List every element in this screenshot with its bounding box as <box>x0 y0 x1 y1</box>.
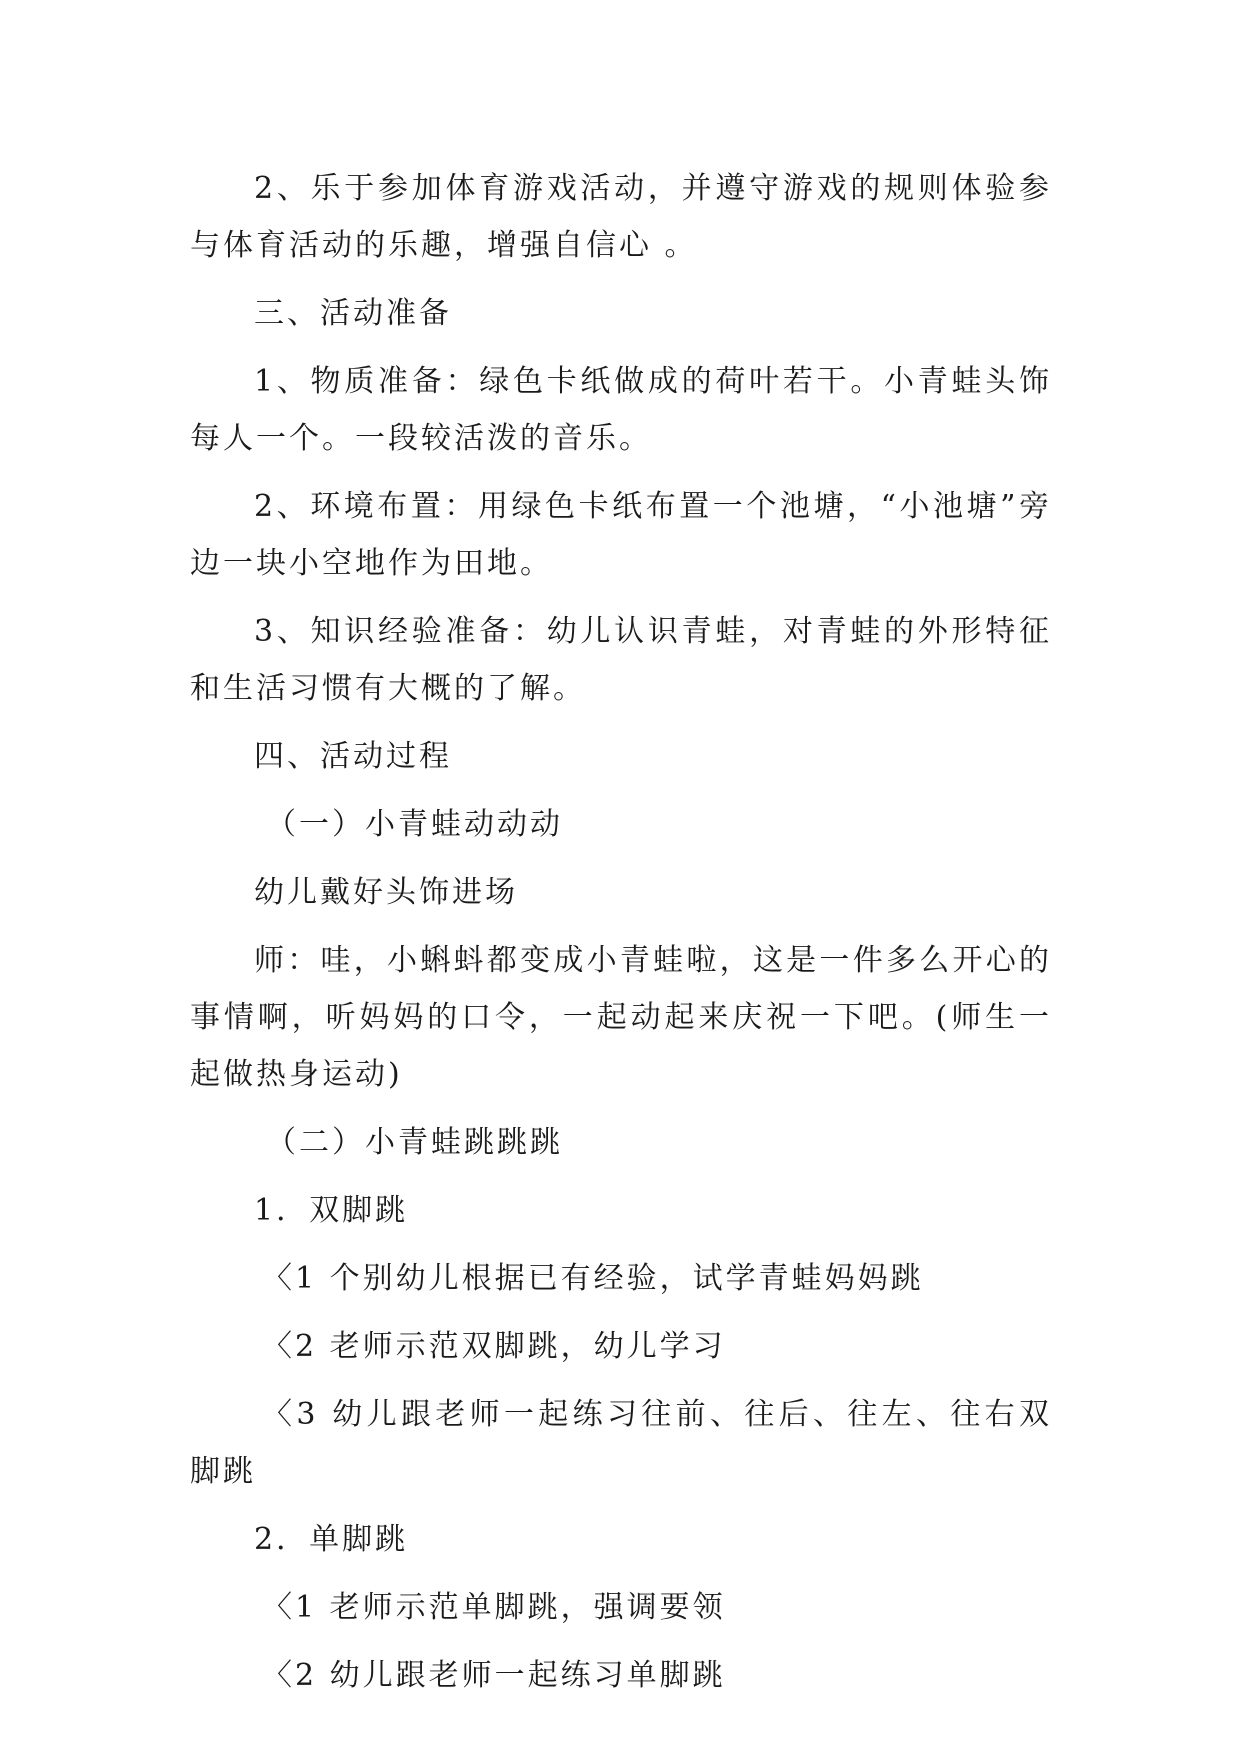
paragraph-material-preparation: 1、物质准备：绿色卡纸做成的荷叶若干。小青蛙头饰每人一个。一段较活泼的音乐。 <box>190 364 1052 456</box>
paragraph-goal-2: 2、乐于参加体育游戏活动，并遵守游戏的规则体验参与体育活动的乐趣，增强自信心 。 <box>190 171 1052 263</box>
subheading-section-2: （二）小青蛙跳跳跳 <box>266 1125 563 1160</box>
heading-activity-process: 四、活动过程 <box>254 739 452 774</box>
list-item: 〈3 幼儿跟老师一起练习往前、往后、往左、往右双脚跳 <box>190 1397 1052 1489</box>
paragraph-environment-setup: 2、环境布置：用绿色卡纸布置一个池塘，“小池塘”旁边一块小空地作为田地。 <box>190 489 1052 581</box>
item-single-foot-jump: 2．单脚跳 <box>254 1522 409 1557</box>
paragraph-knowledge-preparation: 3、知识经验准备：幼儿认识青蛙，对青蛙的外形特征和生活习惯有大概的了解。 <box>190 614 1052 706</box>
list-item: 〈2 老师示范双脚跳，幼儿学习 <box>262 1329 726 1364</box>
list-item: 〈1 个别幼儿根据已有经验，试学青蛙妈妈跳 <box>262 1261 924 1296</box>
paragraph-enter-with-headwear: 幼儿戴好头饰进场 <box>254 875 518 910</box>
document-body <box>190 160 1052 1715</box>
heading-activity-preparation: 三、活动准备 <box>254 296 452 331</box>
item-double-foot-jump: 1．双脚跳 <box>254 1193 409 1228</box>
subheading-section-1: （一）小青蛙动动动 <box>266 807 563 842</box>
paragraph-teacher-warmup: 师：哇，小蝌蚪都变成小青蛙啦，这是一件多么开心的事情啊，听妈妈的口令，一起动起来庆祝一下吧。(师生一起做热身运动) <box>190 943 1052 1092</box>
list-item: 〈2 幼儿跟老师一起练习单脚跳 <box>262 1658 726 1693</box>
list-item: 〈1 老师示范单脚跳，强调要领 <box>262 1590 726 1625</box>
